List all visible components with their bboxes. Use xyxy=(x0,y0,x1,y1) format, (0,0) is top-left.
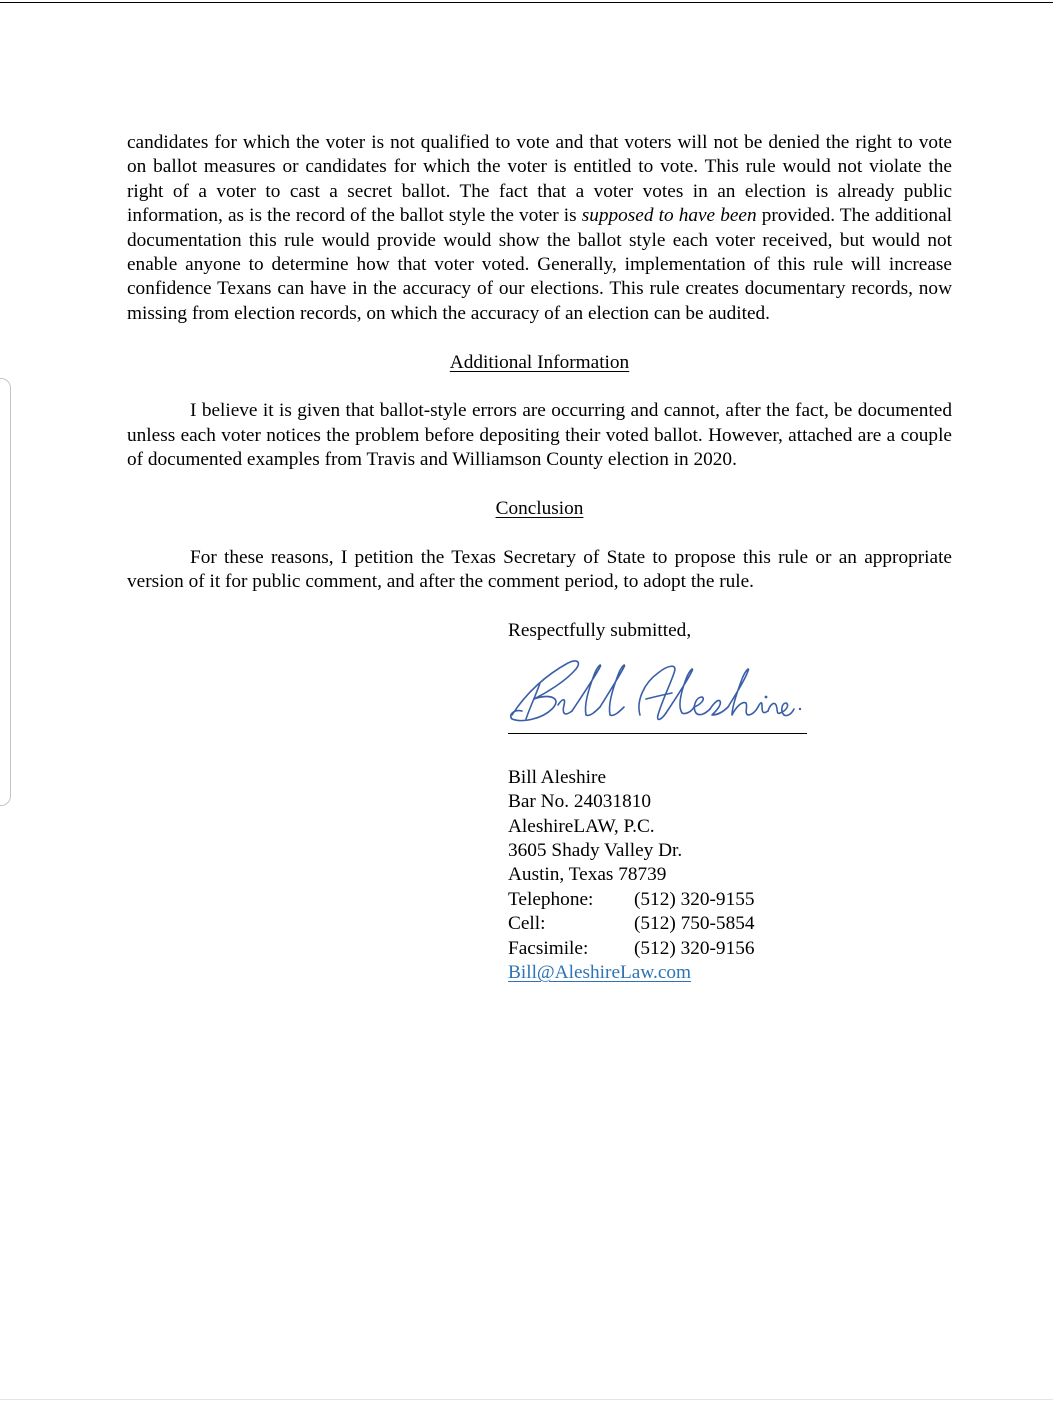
cell-value: (512) 750-5854 xyxy=(634,913,755,935)
paragraph-additional-information: I believe it is given that ballot-style errors are occurring and cannot, after the fact, be documented unless each voter notices the problem before depositing their voted ballot. However, attached are a couple of documented examples from Travis and Williamson County election in 2020. xyxy=(127,400,952,471)
handwritten-signature xyxy=(508,643,828,741)
telephone-row xyxy=(508,888,952,912)
paragraph-1-italic: supposed to have been xyxy=(581,205,757,227)
paragraph-1-text-a: candidates for which the voter is not qualified to vote and that voters will not be denied the right to vote on ballot measures or candidates for which the voter is entitled to vote. This rule would not violate the right of a voter to cast a secret ballot. The fact that a voter votes in an election is already public information, as is the record of the ballot style the voter is xyxy=(127,132,952,227)
paragraph-1-text-b: provided. The additional documentation this rule would provide would show the ballot style each voter received, but would not enable anyone to determine how that voter voted. Generally, implementation of this rule will increase confidence Texans can have in the accuracy of our elections. This rule creates documentary records, now missing from election records, on which the accuracy of an election can be audited. xyxy=(127,205,952,324)
closing-text: Respectfully submitted, xyxy=(508,620,692,642)
document-page xyxy=(127,131,952,985)
signer-name: Bill Aleshire xyxy=(508,766,607,788)
signature-image xyxy=(506,653,806,733)
cell-row xyxy=(508,912,952,936)
address-line-2: Austin, Texas 78739 xyxy=(508,864,667,886)
email-link[interactable]: Bill@AleshireLaw.com xyxy=(508,961,692,983)
address-line-1: 3605 Shady Valley Dr. xyxy=(508,840,683,861)
signature-block xyxy=(508,619,952,985)
bar-number: Bar No. 24031810 xyxy=(508,791,651,813)
paragraph-ballot-style-rule xyxy=(127,131,952,326)
heading-conclusion-text: Conclusion xyxy=(495,498,584,520)
email-row xyxy=(508,961,952,985)
telephone-label: Telephone: xyxy=(508,888,594,910)
bottom-border xyxy=(0,1399,1053,1400)
top-border xyxy=(0,2,1053,3)
heading-additional-information-text: Additional Information xyxy=(449,351,630,373)
firm-name: AleshireLAW, P.C. xyxy=(508,815,655,837)
facsimile-value: (512) 320-9156 xyxy=(634,937,755,959)
facsimile-row xyxy=(508,937,952,961)
signature-rule xyxy=(508,733,807,734)
heading-additional-information xyxy=(127,351,952,375)
signature-line xyxy=(508,741,952,765)
facsimile-label: Facsimile: xyxy=(508,937,589,959)
paragraph-conclusion: For these reasons, I petition the Texas Secretary of State to propose this rule or an appropriate version of it for public comment, and after the comment period, to adopt the rule. xyxy=(127,546,952,593)
heading-conclusion xyxy=(127,497,952,521)
cell-label: Cell: xyxy=(508,913,546,935)
telephone-value: (512) 320-9155 xyxy=(634,888,755,910)
side-panel-tab[interactable] xyxy=(0,378,11,806)
